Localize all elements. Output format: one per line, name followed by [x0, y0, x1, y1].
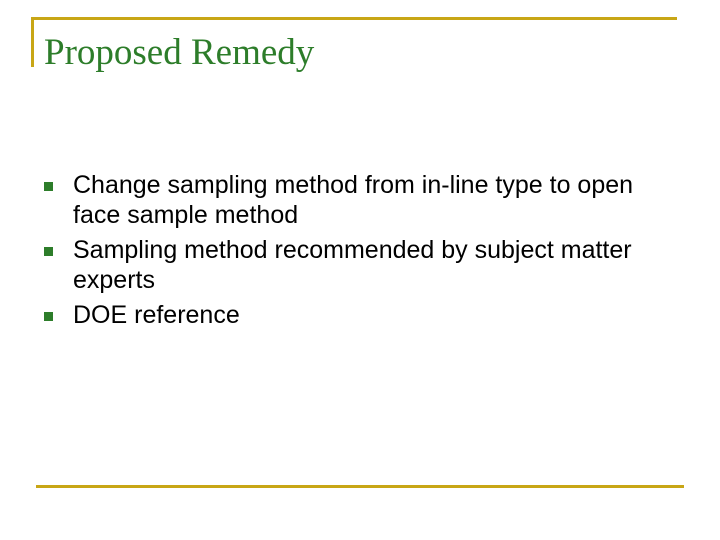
bullet-text: Sampling method recommended by subject matter experts — [73, 236, 632, 294]
square-bullet-icon — [44, 182, 53, 191]
bullet-text: Change sampling method from in-line type to open face sample method — [73, 171, 634, 229]
frame-left-rule — [31, 17, 34, 67]
bullet-list — [44, 170, 684, 335]
slide-title: Proposed Remedy — [44, 32, 315, 73]
bullet-item — [44, 235, 684, 295]
frame-bottom-rule — [36, 485, 684, 488]
square-bullet-icon — [44, 247, 53, 256]
square-bullet-icon — [44, 312, 53, 321]
bullet-item — [44, 170, 684, 230]
bullet-item — [44, 300, 684, 330]
bullet-text: DOE reference — [73, 301, 240, 329]
frame-top-rule — [31, 17, 677, 20]
